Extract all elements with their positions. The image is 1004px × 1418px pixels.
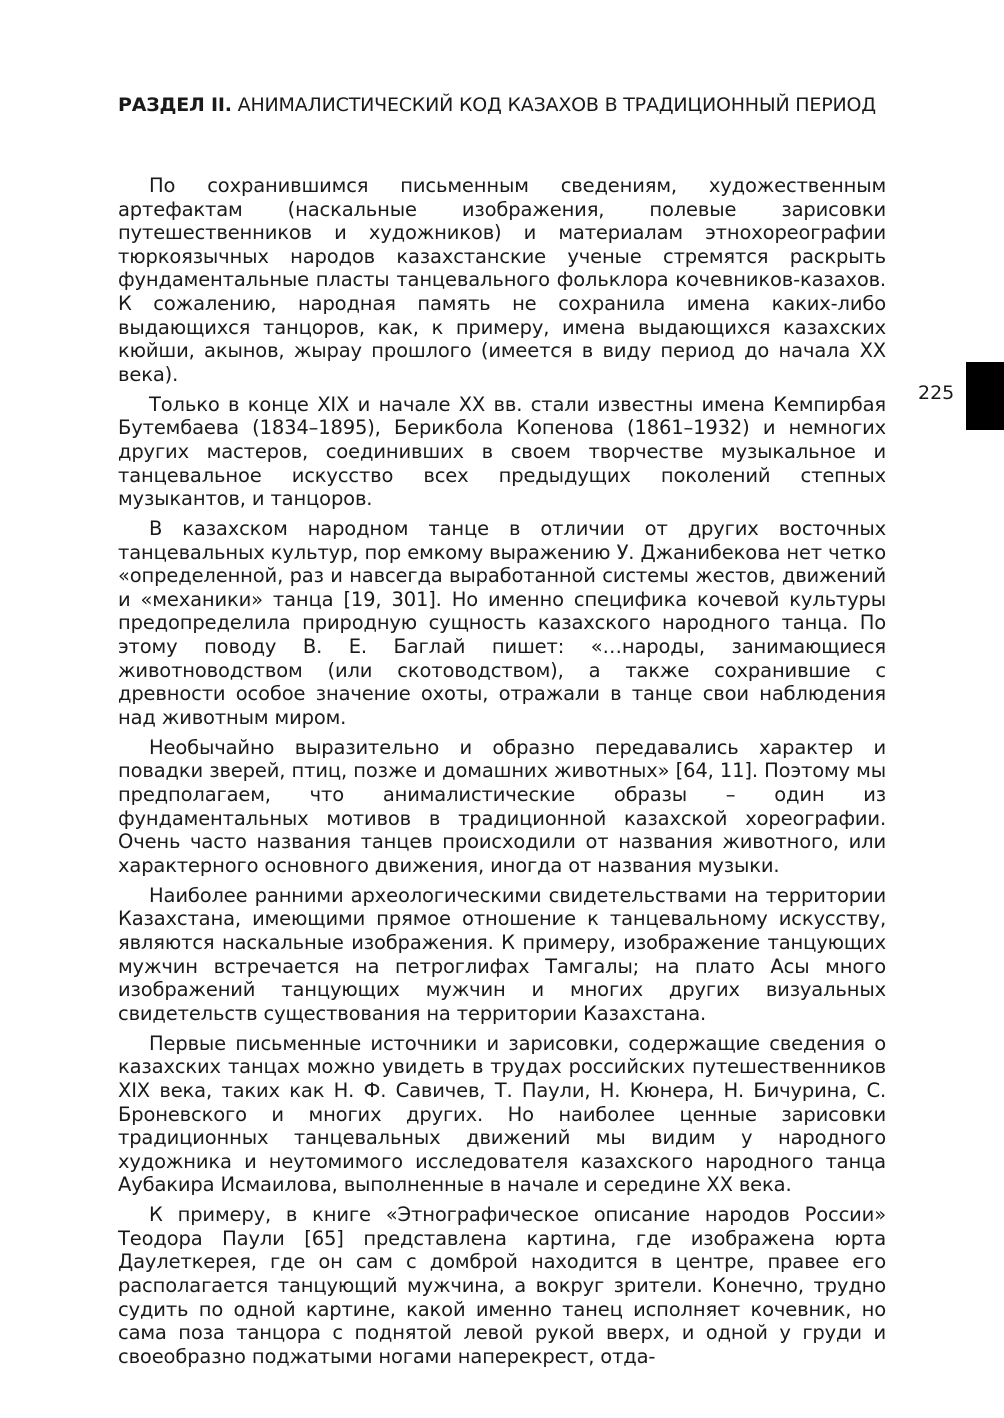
body-text <box>118 174 886 1375</box>
section-title: АНИМАЛИСТИЧЕСКИЙ КОД КАЗАХОВ В ТРАДИЦИОННЫЙ ПЕРИОД <box>237 94 876 116</box>
chapter-thumb-tab <box>966 362 1004 430</box>
paragraph-5: Наиболее ранними археологическими свидетельствами на территории Казахстана, имеющими прямое отношение к танцевальному искусству, являются наскальные изображения. К примеру, изображение танцующих мужчин встречается на петроглифах Тамгалы; на плато Асы много изображений танцующих мужчин и многих других визуальных свидетельств существования на территории Казахстана. <box>118 883 886 1025</box>
page-number: 225 <box>918 382 955 404</box>
paragraph-4: Необычайно выразительно и образно передавались характер и повадки зверей, птиц, позже и домашних животных» [64, 11]. Поэтому мы предполагаем, что анималистические образы – один из фундаментальных мотивов в традиционной казахской хореографии. Очень часто названия танцев происходили от названия животного, или характерного основного движения, иногда от названия музыки. <box>118 735 886 877</box>
paragraph-2: Только в конце XIX и начале XX вв. стали известны имена Кемпирбая Бутембаева (1834–1895), Берикбола Копенова (1861–1932) и немногих других мастеров, соединивших в своем творчестве музыкальное и танцевальное искусство всех предыдущих поколений степных музыкантов, и танцоров. <box>118 392 886 511</box>
paragraph-3: В казахском народном танце в отличии от других восточных танцевальных культур, пор емкому выражению У. Джанибекова нет четко «определенной, раз и навсегда выработанной системы жестов, движений и «механики» танца [19, 301]. Но именно специфика кочевой культуры предопределила природную сущность казахского народного танца. По этому поводу В. Е. Баглай пишет: «…народы, занимающиеся животноводством (или скотоводством), а также сохранившие с древности особое значение охоты, отражали в танце свои наблюдения над животным миром. <box>118 517 886 729</box>
paragraph-7: К примеру, в книге «Этнографическое описание народов России» Теодора Паули [65] представлена картина, где изображена юрта Даулеткерея, где он сам с домброй находится в центре, правее его располагается танцующий мужчина, а вокруг зрители. Конечно, трудно судить по одной картине, какой именно танец исполняет кочевник, но сама поза танцора с поднятой левой рукой вверх, и одной у груди и своеобразно поджатыми ногами наперекрест, отда- <box>118 1203 886 1368</box>
paragraph-6: Первые письменные источники и зарисовки, содержащие сведения о казахских танцах можно увидеть в трудах российских путешественников XIX века, таких как Н. Ф. Савичев, Т. Паули, Н. Кюнера, Н. Бичурина, С. Броневского и многих других. Но наиболее ценные зарисовки традиционных танцевальных движений мы видим у народного художника и неутомимого исследователя казахского народного танца Аубакира Исмаилова, выполненные в начале и середине XX века. <box>118 1031 886 1197</box>
section-label: РАЗДЕЛ II. <box>118 94 232 116</box>
running-header <box>118 94 898 116</box>
paragraph-1: По сохранившимся письменным сведениям, художественным артефактам (наскальные изображения, полевые зарисовки путешественников и художников) и материалам этнохореографии тюркоязычных народов казахстанские ученые стремятся раскрыть фундаментальные пласты танцевального фольклора кочевников-казахов. К сожалению, народная память не сохранила имена каких-либо выдающихся танцоров, как, к примеру, имена выдающихся казахских кюйши, акынов, жырау прошлого (имеется в виду период до начала XX века). <box>118 174 886 386</box>
